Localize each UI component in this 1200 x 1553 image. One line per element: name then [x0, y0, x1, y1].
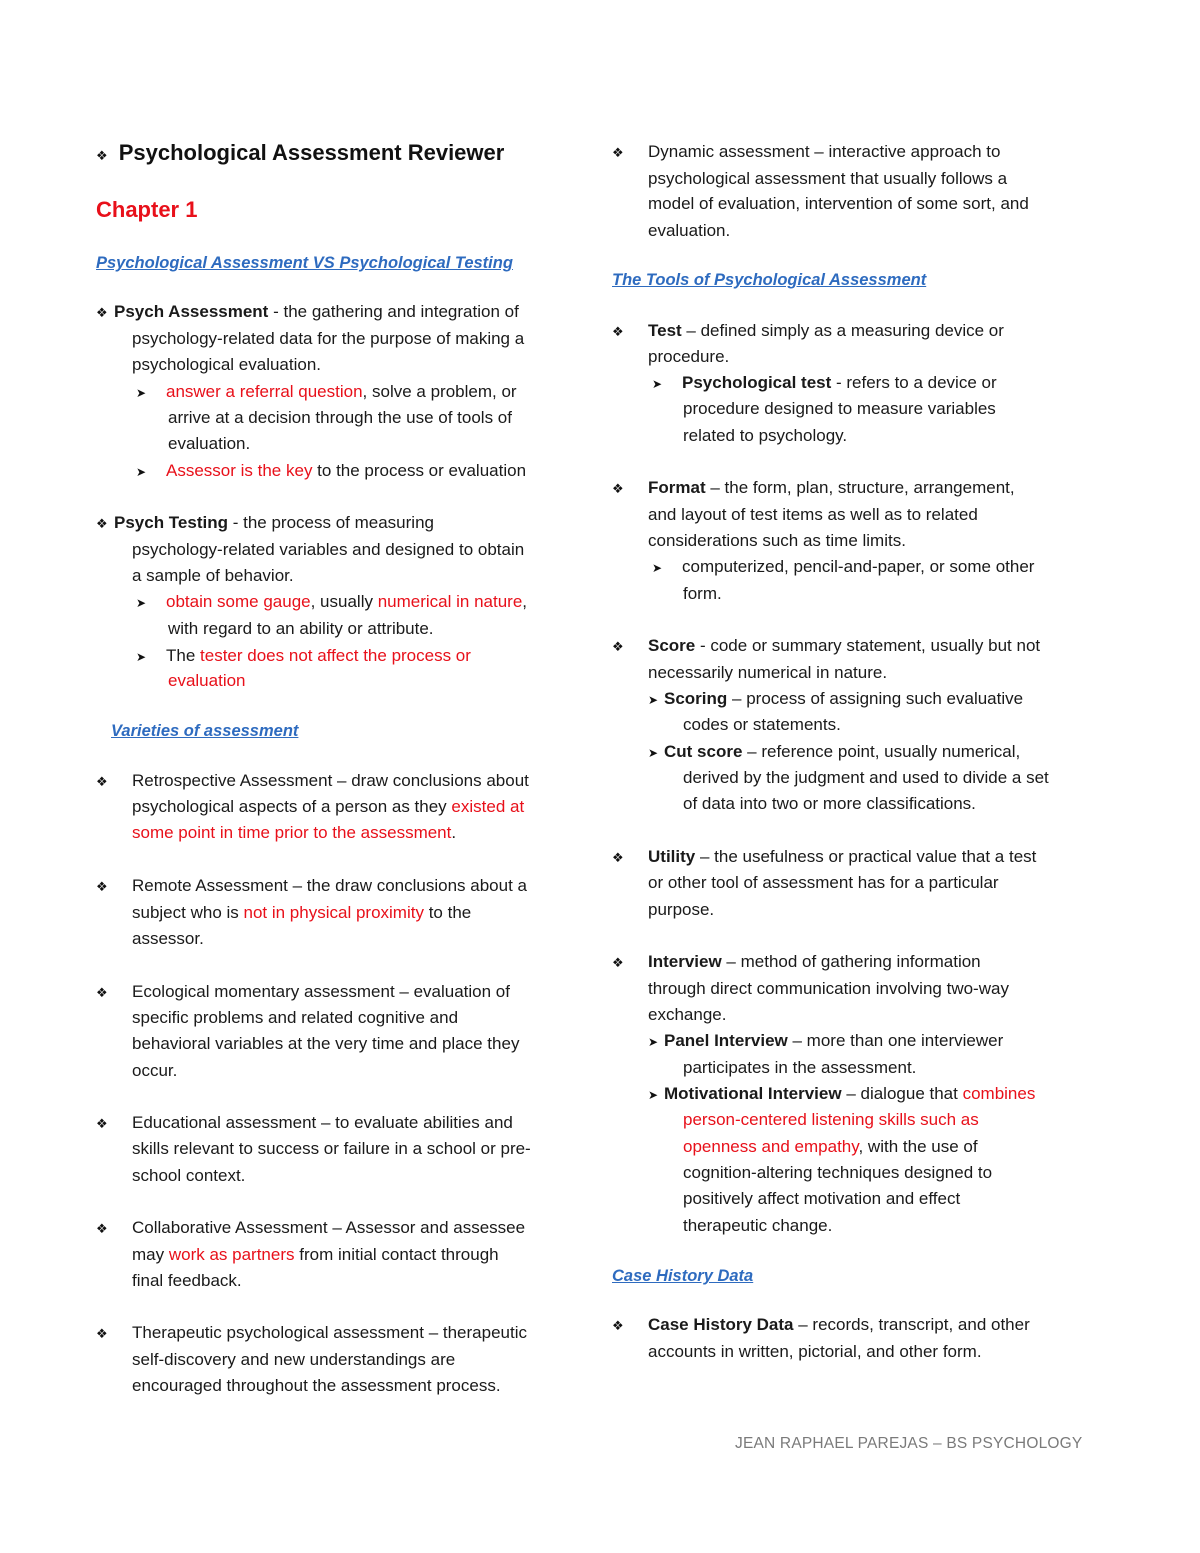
- text-line: psychology-related variables and designed to obtain: [132, 540, 525, 559]
- diamond-bullet-icon: ❖: [612, 850, 624, 865]
- text-line: final feedback.: [132, 1271, 242, 1290]
- text-line: necessarily numerical in nature.: [648, 663, 888, 682]
- text: – reference point, usually numerical,: [742, 742, 1021, 761]
- psych-assessment-item: [96, 301, 519, 324]
- text: psychological aspects of a person as they: [132, 797, 452, 816]
- text: – defined simply as a measuring device or: [681, 321, 1004, 340]
- text-line: form.: [683, 584, 722, 603]
- dynamic-item: [612, 141, 1000, 164]
- text-line: purpose.: [648, 900, 715, 919]
- diamond-bullet-icon: ❖: [612, 639, 624, 654]
- text: may: [132, 1245, 169, 1264]
- retrospective-item: [96, 770, 529, 793]
- utility-item: [612, 846, 1036, 869]
- text: – the form, plan, structure, arrangement,: [705, 478, 1015, 497]
- diamond-bullet-icon: ❖: [96, 1221, 108, 1236]
- text-line: or other tool of assessment has for a particular: [648, 873, 999, 892]
- diamond-bullet-icon: ❖: [96, 985, 108, 1000]
- text: - the process of measuring: [228, 513, 434, 532]
- text-line: [132, 796, 524, 818]
- text-line: encouraged throughout the assessment process.: [132, 1376, 501, 1395]
- text-line: evaluation.: [648, 221, 731, 240]
- arrow-bullet-icon: ➤: [652, 377, 663, 391]
- sub-item: [136, 381, 517, 404]
- text: Remote Assessment – the draw conclusions about a: [132, 876, 527, 895]
- highlight-text-line: person-centered listening skills such as: [683, 1110, 979, 1129]
- text-line: self-discovery and new understandings are: [132, 1350, 456, 1369]
- text-line: [683, 1136, 978, 1158]
- text: - code or summary statement, usually but not: [695, 636, 1041, 655]
- highlight-text: obtain some gauge: [166, 592, 311, 611]
- therapeutic-item: [96, 1322, 527, 1345]
- term: Motivational Interview: [664, 1084, 842, 1103]
- educational-item: [96, 1112, 513, 1135]
- sub-item: [136, 645, 471, 668]
- diamond-bullet-icon: ❖: [96, 516, 108, 531]
- term: Psych Testing: [114, 513, 228, 532]
- diamond-bullet-icon: ❖: [612, 481, 624, 496]
- section-heading-assessment-vs-testing: Psychological Assessment VS Psychological Testing: [96, 254, 513, 272]
- text-line: cognition-altering techniques designed to: [683, 1163, 993, 1182]
- arrow-bullet-icon: ➤: [648, 1088, 659, 1102]
- text: , usually: [310, 592, 378, 611]
- highlight-text: some point in time prior to the assessment: [132, 823, 452, 842]
- arrow-bullet-icon: ➤: [648, 693, 659, 707]
- text-line: arrive at a decision through the use of tools of: [168, 408, 512, 427]
- section-heading-tools: The Tools of Psychological Assessment: [612, 271, 927, 289]
- text: Collaborative Assessment – Assessor and assessee: [132, 1218, 526, 1237]
- highlight-text: numerical in nature: [377, 592, 523, 611]
- text-line: evaluation.: [168, 434, 251, 453]
- text: Therapeutic psychological assessment – therapeutic: [132, 1323, 527, 1342]
- text-line: a sample of behavior.: [132, 566, 294, 585]
- diamond-bullet-icon: ❖: [612, 955, 624, 970]
- interview-item: [612, 951, 981, 974]
- diamond-bullet-icon: ❖: [96, 774, 108, 789]
- text: computerized, pencil-and-paper, or some other: [682, 557, 1035, 576]
- highlight-text: Assessor is the key: [166, 461, 313, 480]
- highlight-text-line: evaluation: [168, 671, 246, 690]
- text-line: codes or statements.: [683, 715, 841, 734]
- term: Scoring: [664, 689, 728, 708]
- text-line: of data into two or more classifications.: [683, 794, 976, 813]
- term: Test: [648, 321, 682, 340]
- text-line: procedure designed to measure variables: [683, 399, 996, 418]
- text: – dialogue that: [841, 1084, 963, 1103]
- term: Score: [648, 636, 696, 655]
- sub-item: [648, 1030, 1003, 1053]
- text-line: psychological assessment that usually follows a: [648, 169, 1008, 188]
- sub-item: [648, 741, 1020, 764]
- text: to the: [423, 903, 472, 922]
- arrow-bullet-icon: ➤: [136, 386, 147, 400]
- arrow-bullet-icon: ➤: [136, 465, 147, 479]
- arrow-bullet-icon: ➤: [648, 1035, 659, 1049]
- text: ,: [522, 592, 528, 611]
- text-line: exchange.: [648, 1005, 727, 1024]
- text-line: related to psychology.: [683, 426, 848, 445]
- sub-item: [648, 688, 1023, 711]
- diamond-bullet-icon: ❖: [96, 1326, 108, 1341]
- text-line: considerations such as time limits.: [648, 531, 906, 550]
- text-line: derived by the judgment and used to divide a set: [683, 768, 1049, 787]
- diamond-bullet-icon: ❖: [612, 324, 624, 339]
- text-line: procedure.: [648, 347, 730, 366]
- sub-item: [652, 372, 997, 395]
- text: Dynamic assessment – interactive approach to: [648, 142, 1001, 161]
- text-line: psychological evaluation.: [132, 355, 322, 374]
- highlight-text: existed at: [451, 797, 525, 816]
- term: Format: [648, 478, 706, 497]
- highlight-text: not in physical proximity: [243, 903, 424, 922]
- highlight-text: answer a referral question: [166, 382, 363, 401]
- ecological-item: [96, 981, 510, 1004]
- sub-item: [136, 460, 526, 483]
- diamond-bullet-icon: ❖: [96, 879, 108, 894]
- text-line: participates in the assessment.: [683, 1058, 917, 1077]
- arrow-bullet-icon: ➤: [136, 650, 147, 664]
- score-item: [612, 635, 1040, 658]
- text-line: through direct communication involving two-way: [648, 979, 1009, 998]
- highlight-text: openness and empathy: [683, 1137, 859, 1156]
- arrow-bullet-icon: ➤: [648, 746, 659, 760]
- diamond-bullet-icon: ❖: [612, 1318, 624, 1333]
- text: subject who is: [132, 903, 244, 922]
- text: Educational assessment – to evaluate abilities and: [132, 1113, 513, 1132]
- arrow-bullet-icon: ➤: [652, 561, 663, 575]
- term: Case History Data: [648, 1315, 794, 1334]
- text: – records, transcript, and other: [793, 1315, 1030, 1334]
- case-history-item: [612, 1314, 1030, 1337]
- term: Utility: [648, 847, 696, 866]
- diamond-bullet-icon: ❖: [96, 1116, 108, 1131]
- collaborative-item: [96, 1217, 525, 1240]
- text: The: [166, 646, 201, 665]
- text-line: [132, 902, 471, 924]
- term: Psych Assessment: [114, 302, 269, 321]
- text-line: [132, 1244, 499, 1266]
- section-heading-case-history: Case History Data: [612, 1267, 754, 1285]
- text: – process of assigning such evaluative: [727, 689, 1024, 708]
- diamond-bullet-icon: ❖: [612, 145, 624, 160]
- highlight-text: work as partners: [168, 1245, 295, 1264]
- term: Interview: [648, 952, 722, 971]
- chapter-heading: Chapter 1: [96, 197, 198, 222]
- section-heading-varieties: Varieties of assessment: [111, 722, 299, 740]
- text: to the process or evaluation: [312, 461, 527, 480]
- text: – more than one interviewer: [787, 1031, 1004, 1050]
- text-line: occur.: [132, 1061, 178, 1080]
- remote-item: [96, 875, 527, 898]
- text-line: positively affect motivation and effect: [683, 1189, 961, 1208]
- text: Retrospective Assessment – draw conclusions about: [132, 771, 529, 790]
- text: - refers to a device or: [831, 373, 997, 392]
- text: - the gathering and integration of: [268, 302, 519, 321]
- text: .: [451, 823, 457, 842]
- term: Panel Interview: [664, 1031, 788, 1050]
- text: – method of gathering information: [721, 952, 981, 971]
- doc-title-line: [96, 139, 504, 170]
- diamond-bullet-icon: ❖: [96, 305, 108, 320]
- test-item: [612, 320, 1004, 343]
- highlight-text: combines: [962, 1084, 1036, 1103]
- text-line: model of evaluation, intervention of some sort, and: [648, 194, 1029, 213]
- text-line: assessor.: [132, 929, 204, 948]
- text: – the usefulness or practical value that a test: [695, 847, 1037, 866]
- term: Cut score: [664, 742, 743, 761]
- text-line: [132, 822, 456, 844]
- diamond-bullet-icon: ❖: [96, 148, 108, 163]
- text-line: and layout of test items as well as to related: [648, 505, 978, 524]
- format-item: [612, 477, 1015, 500]
- sub-item: [136, 591, 527, 614]
- text: Ecological momentary assessment – evaluation of: [132, 982, 510, 1001]
- text-line: specific problems and related cognitive and: [132, 1008, 459, 1027]
- psych-testing-item: [96, 512, 434, 535]
- text-line: with regard to an ability or attribute.: [168, 619, 434, 638]
- text-line: skills relevant to success or failure in a school or pre-: [132, 1139, 531, 1158]
- sub-item: [652, 556, 1034, 579]
- text-line: psychology-related data for the purpose of making a: [132, 329, 525, 348]
- highlight-text: tester does not affect the process or: [200, 646, 471, 665]
- doc-title: Psychological Assessment Reviewer: [118, 140, 505, 165]
- term: Psychological test: [682, 373, 832, 392]
- text: , solve a problem, or: [362, 382, 517, 401]
- text-line: behavioral variables at the very time and place they: [132, 1034, 520, 1053]
- text-line: school context.: [132, 1166, 246, 1185]
- arrow-bullet-icon: ➤: [136, 596, 147, 610]
- text: , with the use of: [858, 1137, 978, 1156]
- text: from initial contact through: [294, 1245, 499, 1264]
- text-line: accounts in written, pictorial, and other form.: [648, 1342, 982, 1361]
- text-line: therapeutic change.: [683, 1216, 833, 1235]
- page-footer: JEAN RAPHAEL PAREJAS – BS PSYCHOLOGY: [735, 1435, 1083, 1452]
- sub-item: [648, 1083, 1035, 1106]
